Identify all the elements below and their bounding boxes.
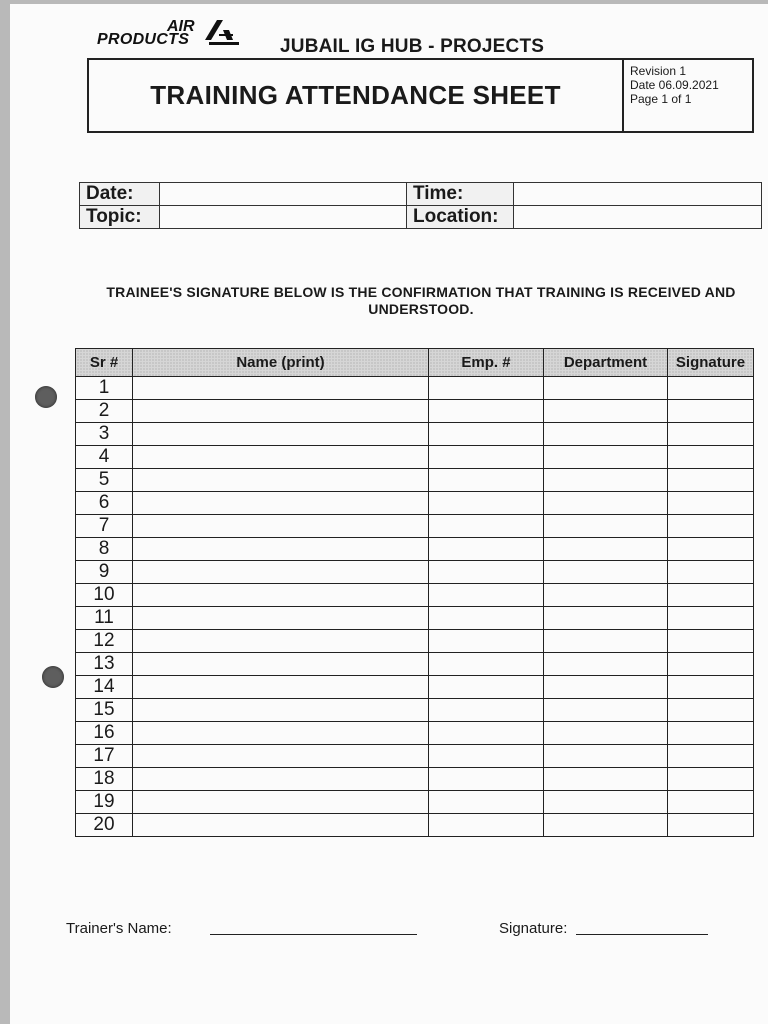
table-row (76, 699, 754, 722)
serial-number: 12 (76, 630, 133, 653)
attendance-header-row (76, 349, 754, 377)
name-cell[interactable] (133, 699, 429, 722)
sheet-title: TRAINING ATTENDANCE SHEET (89, 60, 624, 131)
title-block (87, 58, 754, 133)
logo-text-air: AIR (167, 18, 195, 35)
signature-cell[interactable] (668, 400, 754, 423)
confirmation-notice: TRAINEE'S SIGNATURE BELOW IS THE CONFIRMATION THAT TRAINING IS RECEIVED AND UNDERSTOOD. (106, 284, 736, 317)
signature-cell[interactable] (668, 676, 754, 699)
emp-no-cell[interactable] (429, 745, 544, 768)
serial-number: 11 (76, 607, 133, 630)
table-row (76, 400, 754, 423)
hub-title: JUBAIL IG HUB - PROJECTS (280, 36, 545, 57)
serial-number: 15 (76, 699, 133, 722)
name-cell[interactable] (133, 584, 429, 607)
name-cell[interactable] (133, 653, 429, 676)
signature-cell[interactable] (668, 584, 754, 607)
signature-cell[interactable] (668, 377, 754, 400)
emp-no-cell[interactable] (429, 561, 544, 584)
department-cell[interactable] (544, 423, 668, 446)
trainer-signature-line[interactable] (576, 934, 708, 935)
serial-number: 4 (76, 446, 133, 469)
table-row (76, 722, 754, 745)
topic-label: Topic: (80, 206, 160, 229)
time-label: Time: (407, 183, 514, 206)
trainer-name-line[interactable] (210, 934, 417, 935)
revision-number: Revision 1 (630, 64, 687, 78)
emp-no-cell[interactable] (429, 653, 544, 676)
emp-no-cell[interactable] (429, 814, 544, 837)
topic-field[interactable] (160, 206, 407, 229)
serial-number: 14 (76, 676, 133, 699)
serial-number: 19 (76, 791, 133, 814)
department-cell[interactable] (544, 768, 668, 791)
name-cell[interactable] (133, 722, 429, 745)
serial-number: 1 (76, 377, 133, 400)
department-cell[interactable] (544, 492, 668, 515)
name-cell[interactable] (133, 745, 429, 768)
signature-cell[interactable] (668, 469, 754, 492)
name-cell[interactable] (133, 377, 429, 400)
table-row (76, 630, 754, 653)
emp-no-cell[interactable] (429, 492, 544, 515)
revision-date: Date 06.09.2021 (630, 78, 719, 92)
emp-no-cell[interactable] (429, 630, 544, 653)
emp-no-cell[interactable] (429, 446, 544, 469)
trainer-signature-label: Signature: (499, 920, 568, 937)
department-cell[interactable] (544, 400, 668, 423)
emp-no-cell[interactable] (429, 676, 544, 699)
signature-cell[interactable] (668, 722, 754, 745)
location-label: Location: (407, 206, 514, 229)
name-cell[interactable] (133, 814, 429, 837)
name-cell[interactable] (133, 515, 429, 538)
table-row (76, 538, 754, 561)
name-cell[interactable] (133, 538, 429, 561)
serial-number: 20 (76, 814, 133, 837)
time-field[interactable] (514, 183, 762, 206)
department-cell[interactable] (544, 538, 668, 561)
header-signature: Signature (668, 349, 754, 377)
signature-cell[interactable] (668, 653, 754, 676)
header-emp-no: Emp. # (429, 349, 544, 377)
table-row (76, 676, 754, 699)
department-cell[interactable] (544, 446, 668, 469)
page-number: Page 1 of 1 (630, 92, 692, 106)
serial-number: 17 (76, 745, 133, 768)
signature-cell[interactable] (668, 538, 754, 561)
department-cell[interactable] (544, 515, 668, 538)
signature-cell[interactable] (668, 446, 754, 469)
table-row (76, 515, 754, 538)
table-row (76, 423, 754, 446)
signature-cell[interactable] (668, 699, 754, 722)
department-cell[interactable] (544, 377, 668, 400)
table-row (76, 469, 754, 492)
revision-block (630, 64, 719, 106)
signature-cell[interactable] (668, 630, 754, 653)
name-cell[interactable] (133, 676, 429, 699)
punch-hole (35, 386, 57, 408)
table-row (76, 607, 754, 630)
emp-no-cell[interactable] (429, 377, 544, 400)
name-cell[interactable] (133, 400, 429, 423)
emp-no-cell[interactable] (429, 722, 544, 745)
department-cell[interactable] (544, 653, 668, 676)
department-cell[interactable] (544, 791, 668, 814)
name-cell[interactable] (133, 630, 429, 653)
serial-number: 6 (76, 492, 133, 515)
air-products-logo (95, 18, 245, 52)
signature-cell[interactable] (668, 515, 754, 538)
session-info-table (79, 182, 762, 229)
header-name: Name (print) (133, 349, 429, 377)
emp-no-cell[interactable] (429, 699, 544, 722)
table-row (76, 814, 754, 837)
serial-number: 8 (76, 538, 133, 561)
emp-no-cell[interactable] (429, 423, 544, 446)
name-cell[interactable] (133, 423, 429, 446)
serial-number: 2 (76, 400, 133, 423)
table-row (76, 492, 754, 515)
signature-cell[interactable] (668, 791, 754, 814)
signature-cell[interactable] (668, 814, 754, 837)
table-row (76, 584, 754, 607)
serial-number: 18 (76, 768, 133, 791)
department-cell[interactable] (544, 630, 668, 653)
table-row (76, 768, 754, 791)
logo-text-products: PRODUCTS (97, 31, 190, 48)
emp-no-cell[interactable] (429, 538, 544, 561)
location-field[interactable] (514, 206, 762, 229)
department-cell[interactable] (544, 722, 668, 745)
department-cell[interactable] (544, 814, 668, 837)
table-row (76, 745, 754, 768)
name-cell[interactable] (133, 768, 429, 791)
department-cell[interactable] (544, 561, 668, 584)
emp-no-cell[interactable] (429, 584, 544, 607)
table-row (76, 561, 754, 584)
date-label: Date: (80, 183, 160, 206)
serial-number: 10 (76, 584, 133, 607)
serial-number: 5 (76, 469, 133, 492)
signature-cell[interactable] (668, 745, 754, 768)
air-products-emblem-icon (203, 18, 243, 48)
name-cell[interactable] (133, 561, 429, 584)
table-row (76, 653, 754, 676)
name-cell[interactable] (133, 492, 429, 515)
department-cell[interactable] (544, 699, 668, 722)
signature-cell[interactable] (668, 492, 754, 515)
punch-hole (42, 666, 64, 688)
emp-no-cell[interactable] (429, 400, 544, 423)
trainer-name-label: Trainer's Name: (66, 920, 172, 937)
header-department: Department (544, 349, 668, 377)
department-cell[interactable] (544, 745, 668, 768)
signature-cell[interactable] (668, 561, 754, 584)
department-cell[interactable] (544, 469, 668, 492)
emp-no-cell[interactable] (429, 515, 544, 538)
emp-no-cell[interactable] (429, 469, 544, 492)
department-cell[interactable] (544, 607, 668, 630)
table-row (76, 446, 754, 469)
name-cell[interactable] (133, 469, 429, 492)
name-cell[interactable] (133, 607, 429, 630)
serial-number: 16 (76, 722, 133, 745)
serial-number: 3 (76, 423, 133, 446)
emp-no-cell[interactable] (429, 791, 544, 814)
signature-cell[interactable] (668, 768, 754, 791)
name-cell[interactable] (133, 791, 429, 814)
serial-number: 9 (76, 561, 133, 584)
emp-no-cell[interactable] (429, 607, 544, 630)
emp-no-cell[interactable] (429, 768, 544, 791)
department-cell[interactable] (544, 676, 668, 699)
serial-number: 13 (76, 653, 133, 676)
attendance-table (75, 348, 754, 837)
serial-number: 7 (76, 515, 133, 538)
signature-cell[interactable] (668, 423, 754, 446)
table-row (76, 791, 754, 814)
signature-cell[interactable] (668, 607, 754, 630)
date-field[interactable] (160, 183, 407, 206)
department-cell[interactable] (544, 584, 668, 607)
header-sr-no: Sr # (76, 349, 133, 377)
name-cell[interactable] (133, 446, 429, 469)
table-row (76, 377, 754, 400)
